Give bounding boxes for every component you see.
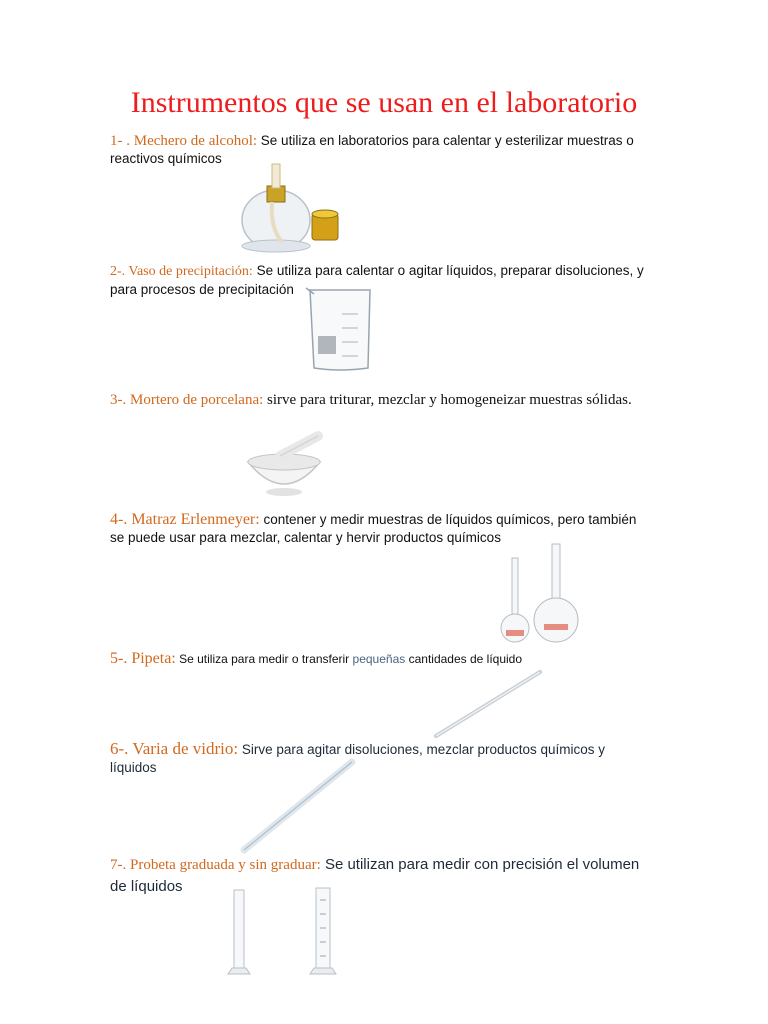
- item-description-highlight: pequeñas: [352, 652, 406, 666]
- item-mortar: [110, 392, 650, 409]
- graduated-cylinder-icon: [220, 886, 360, 978]
- item-heading: 6-. Varia de vidrio:: [110, 739, 239, 758]
- item-description: contener y medir muestras de líquidos químicos, pero también se puede usar para mezclar, calentar y hervir productos químicos: [110, 512, 637, 545]
- item-glass-rod: [110, 740, 650, 777]
- item-description: Sirve para agitar disoluciones, mezclar productos químicos y líquidos: [110, 742, 606, 775]
- pipette-icon: [430, 668, 546, 740]
- item-description: Se utiliza para medir o transferir: [179, 652, 350, 666]
- item-heading: 1- . Mechero de alcohol:: [110, 133, 258, 149]
- beaker-icon: [300, 284, 380, 374]
- item-description: Se utiliza en laboratorios para calentar y esterilizar muestras o reactivos químicos: [110, 133, 634, 166]
- item-cylinder: [110, 854, 650, 898]
- item-description: sirve para triturar, mezclar y homogeneizar muestras sólidas.: [267, 392, 632, 408]
- item-heading: 2-. Vaso de precipitación:: [110, 264, 253, 279]
- alcohol-burner-icon: [232, 158, 352, 258]
- page-title: Instrumentos que se usan en el laboratorio: [130, 86, 638, 119]
- item-description: cantidades de líquido: [408, 652, 523, 666]
- item-description: Se utilizan para medir con precisión el volumen de líquidos: [110, 856, 640, 895]
- item-heading: 4-. Matraz Erlenmeyer:: [110, 511, 260, 528]
- item-alcohol-burner: [110, 132, 650, 168]
- item-pipette: [110, 650, 650, 668]
- item-description: Se utiliza para calentar o agitar líquidos, preparar disoluciones, y para procesos de precipitación: [110, 263, 644, 297]
- item-heading: 7-. Probeta graduada y sin graduar:: [110, 857, 321, 873]
- item-heading: 3-. Mortero de porcelana:: [110, 392, 264, 408]
- glass-rod-icon: [236, 756, 360, 856]
- volumetric-flask-icon: [496, 540, 596, 648]
- item-heading: 5-. Pipeta:: [110, 650, 176, 667]
- mortar-icon: [240, 426, 330, 502]
- item-beaker: [110, 262, 650, 299]
